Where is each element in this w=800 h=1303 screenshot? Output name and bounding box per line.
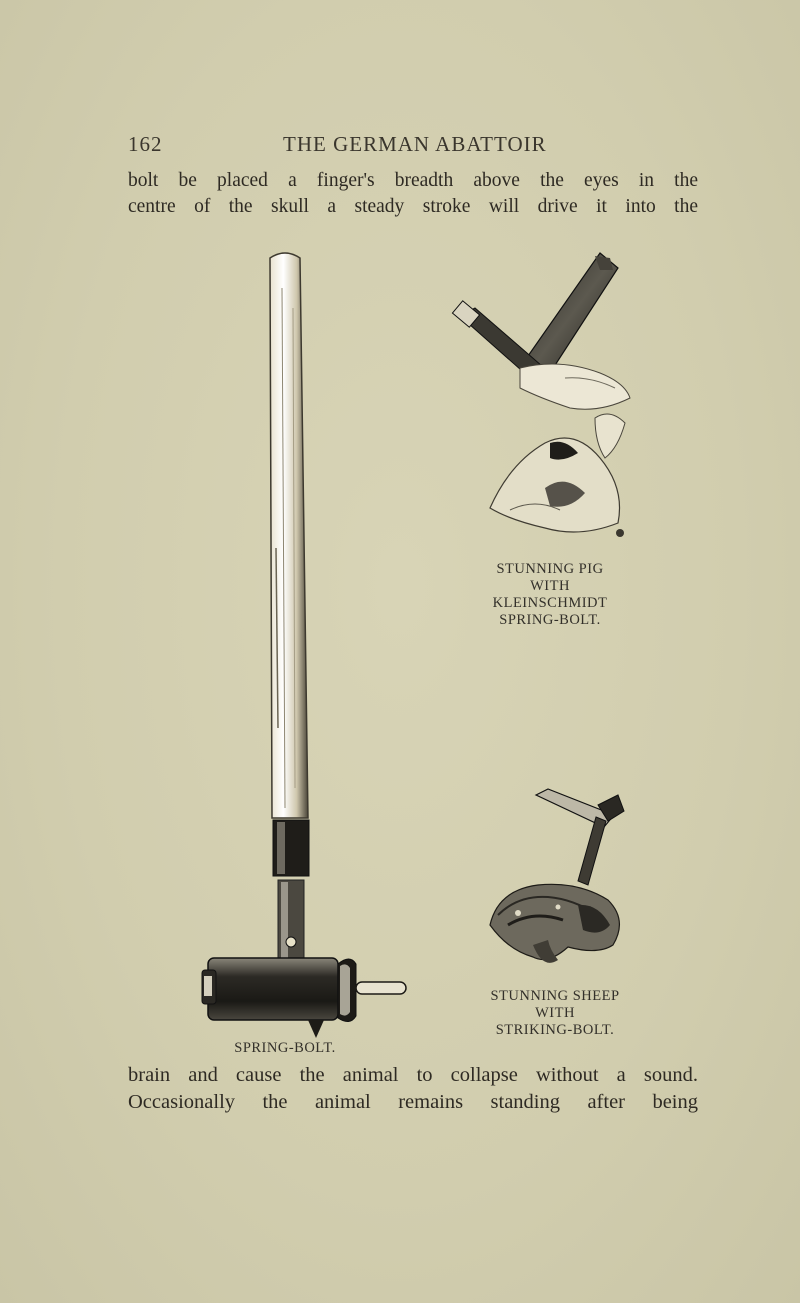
top-paragraph: [128, 168, 698, 220]
caption-line: STUNNING SHEEP: [490, 988, 620, 1004]
stunning-pig-caption: [445, 561, 655, 629]
page-number: 162: [128, 132, 163, 156]
stunning-sheep-caption: [450, 988, 660, 1039]
spring-bolt-caption: [205, 1040, 365, 1057]
caption-line: WITH: [530, 578, 570, 594]
caption-line: SPRING-BOLT.: [499, 612, 601, 628]
text-line: centre of the skull a steady stroke will drive it into the: [128, 196, 698, 217]
text-line: Occasionally the animal remains standing after being: [128, 1091, 698, 1113]
bottom-paragraph: [128, 1062, 698, 1116]
text-line: brain and cause the animal to collapse without a sound.: [128, 1064, 698, 1086]
caption-line: KLEINSCHMIDT: [492, 595, 608, 611]
text-line: bolt be placed a finger's breadth above the eyes in the: [128, 170, 698, 191]
caption-line: STUNNING PIG: [496, 561, 604, 577]
spring-bolt-illustration: [190, 248, 415, 1038]
caption-line: STRIKING-BOLT.: [495, 1022, 615, 1038]
stunning-sheep-illustration: [478, 775, 628, 975]
page-title: THE GERMAN ABATTOIR: [283, 132, 547, 156]
caption-line: SPRING-BOLT.: [234, 1040, 336, 1056]
running-head: [128, 132, 698, 157]
caption-line: WITH: [535, 1005, 575, 1021]
stunning-pig-illustration: [450, 248, 650, 548]
